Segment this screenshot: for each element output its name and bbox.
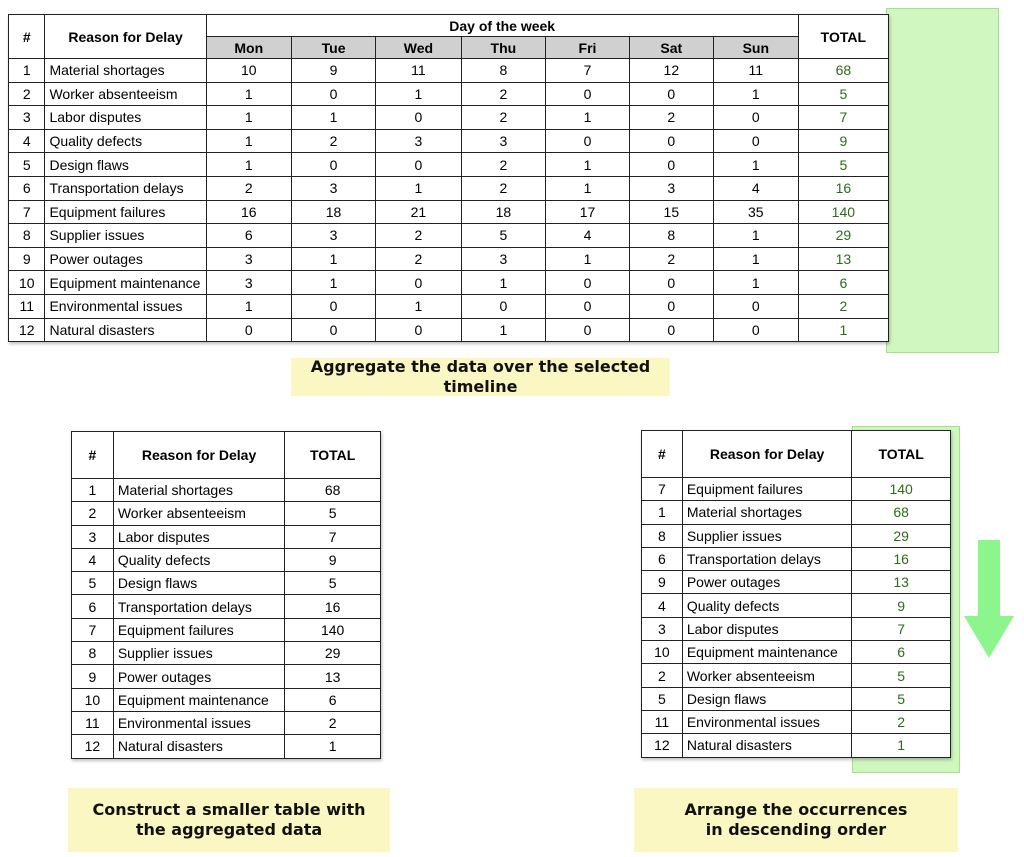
row-total: 16 <box>285 595 381 618</box>
row-total: 29 <box>852 524 951 547</box>
row-total: 1 <box>798 318 888 342</box>
row-number: 10 <box>642 641 683 664</box>
row-number: 12 <box>9 318 45 342</box>
table-row <box>72 665 381 688</box>
col-header-day: Tue <box>291 37 375 59</box>
row-day-value: 35 <box>713 200 798 224</box>
table-row <box>72 688 381 711</box>
total-column-highlight-big <box>886 8 999 353</box>
row-reason: Worker absenteeism <box>682 664 852 687</box>
row-reason: Supplier issues <box>682 524 852 547</box>
row-day-value: 0 <box>376 271 461 295</box>
row-total: 13 <box>852 571 951 594</box>
row-day-value: 1 <box>291 106 375 130</box>
row-total: 68 <box>798 59 888 83</box>
row-reason: Design flaws <box>682 687 852 710</box>
row-total: 68 <box>852 501 951 524</box>
row-day-value: 1 <box>206 106 291 130</box>
row-reason: Design flaws <box>45 153 206 177</box>
table-row <box>72 548 381 571</box>
row-reason: Equipment maintenance <box>682 641 852 664</box>
col-header-day: Fri <box>546 37 630 59</box>
row-number: 11 <box>642 710 683 733</box>
table-row <box>72 595 381 618</box>
col-header-reason: Reason for Delay <box>682 431 852 478</box>
col-header-reason: Reason for Delay <box>45 15 206 59</box>
col-header-number: # <box>9 15 45 59</box>
row-total: 6 <box>798 271 888 295</box>
table-row <box>642 501 951 524</box>
row-reason: Natural disasters <box>113 735 284 758</box>
row-total: 13 <box>285 665 381 688</box>
table-row <box>642 524 951 547</box>
row-day-value: 11 <box>713 59 798 83</box>
aggregated-table <box>71 431 381 759</box>
row-day-value: 1 <box>376 294 461 318</box>
row-number: 1 <box>72 479 114 502</box>
row-reason: Environmental issues <box>45 294 206 318</box>
row-total: 16 <box>852 547 951 570</box>
row-day-value: 0 <box>291 294 375 318</box>
row-number: 12 <box>642 734 683 757</box>
row-day-value: 1 <box>376 176 461 200</box>
row-total: 13 <box>798 247 888 271</box>
row-day-value: 2 <box>461 176 546 200</box>
row-day-value: 0 <box>291 318 375 342</box>
row-number: 11 <box>72 711 114 734</box>
row-day-value: 3 <box>206 271 291 295</box>
caption-arrange <box>634 788 958 852</box>
row-day-value: 0 <box>713 129 798 153</box>
sorted-table <box>641 430 951 758</box>
table-row <box>642 478 951 501</box>
row-number: 5 <box>9 153 45 177</box>
table-row <box>72 618 381 641</box>
table-row <box>642 687 951 710</box>
row-day-value: 3 <box>461 247 546 271</box>
row-reason: Equipment failures <box>113 618 284 641</box>
row-reason: Labor disputes <box>45 106 206 130</box>
row-total: 6 <box>285 688 381 711</box>
row-number: 9 <box>9 247 45 271</box>
row-day-value: 1 <box>546 247 630 271</box>
row-day-value: 18 <box>461 200 546 224</box>
row-number: 2 <box>642 664 683 687</box>
row-day-value: 3 <box>206 247 291 271</box>
col-header-day-group: Day of the week <box>206 15 798 37</box>
row-day-value: 0 <box>546 318 630 342</box>
row-total: 5 <box>285 502 381 525</box>
row-day-value: 11 <box>376 59 461 83</box>
row-reason: Worker absenteeism <box>113 502 284 525</box>
col-header-day: Thu <box>461 37 546 59</box>
row-number: 9 <box>72 665 114 688</box>
row-day-value: 1 <box>376 82 461 106</box>
col-header-day: Sun <box>713 37 798 59</box>
row-number: 10 <box>9 271 45 295</box>
row-total: 29 <box>798 224 888 248</box>
row-day-value: 1 <box>713 247 798 271</box>
col-header-total: TOTAL <box>798 15 888 59</box>
row-number: 3 <box>642 617 683 640</box>
row-number: 8 <box>642 524 683 547</box>
row-day-value: 1 <box>206 82 291 106</box>
row-reason: Labor disputes <box>113 525 284 548</box>
table-row <box>9 153 889 177</box>
caption-arrange-line2: in descending order <box>705 820 887 839</box>
row-reason: Quality defects <box>113 548 284 571</box>
row-day-value: 0 <box>546 294 630 318</box>
row-reason: Power outages <box>45 247 206 271</box>
table-row <box>72 642 381 665</box>
row-day-value: 1 <box>546 153 630 177</box>
table-row <box>72 479 381 502</box>
row-total: 140 <box>798 200 888 224</box>
row-day-value: 0 <box>629 294 713 318</box>
table-row <box>642 571 951 594</box>
table-row <box>72 711 381 734</box>
caption-arrange-line1: Arrange the occurrences <box>684 800 908 819</box>
table-row <box>9 200 889 224</box>
row-day-value: 1 <box>291 247 375 271</box>
row-day-value: 8 <box>461 59 546 83</box>
row-day-value: 0 <box>376 153 461 177</box>
row-reason: Material shortages <box>45 59 206 83</box>
row-day-value: 1 <box>713 153 798 177</box>
row-number: 3 <box>9 106 45 130</box>
table-row <box>642 594 951 617</box>
row-day-value: 21 <box>376 200 461 224</box>
row-number: 6 <box>642 547 683 570</box>
col-header-day: Wed <box>376 37 461 59</box>
col-header-day: Sat <box>629 37 713 59</box>
row-day-value: 0 <box>713 318 798 342</box>
row-total: 7 <box>285 525 381 548</box>
col-header-number: # <box>642 431 683 478</box>
row-day-value: 3 <box>376 129 461 153</box>
table-row <box>9 224 889 248</box>
row-total: 29 <box>285 642 381 665</box>
row-total: 140 <box>285 618 381 641</box>
row-reason: Worker absenteeism <box>45 82 206 106</box>
table-row <box>642 641 951 664</box>
table-row <box>9 271 889 295</box>
row-number: 2 <box>9 82 45 106</box>
table-row <box>642 734 951 757</box>
row-day-value: 0 <box>713 106 798 130</box>
row-day-value: 0 <box>713 294 798 318</box>
row-day-value: 8 <box>629 224 713 248</box>
caption-construct-line2: the aggregated data <box>135 820 323 839</box>
caption-aggregate-text: Aggregate the data over the selected timeline <box>310 357 651 396</box>
col-header-number: # <box>72 432 114 479</box>
row-day-value: 0 <box>376 318 461 342</box>
row-day-value: 0 <box>461 294 546 318</box>
row-day-value: 0 <box>546 271 630 295</box>
row-reason: Environmental issues <box>682 710 852 733</box>
table-row <box>9 318 889 342</box>
caption-construct-line1: Construct a smaller table with <box>92 800 366 819</box>
row-total: 7 <box>798 106 888 130</box>
table-row <box>72 525 381 548</box>
row-day-value: 16 <box>206 200 291 224</box>
row-total: 6 <box>852 641 951 664</box>
row-day-value: 0 <box>206 318 291 342</box>
row-day-value: 1 <box>206 153 291 177</box>
row-day-value: 0 <box>291 82 375 106</box>
row-day-value: 2 <box>376 247 461 271</box>
row-total: 5 <box>852 664 951 687</box>
row-total: 5 <box>798 153 888 177</box>
row-reason: Power outages <box>682 571 852 594</box>
row-day-value: 0 <box>546 129 630 153</box>
row-day-value: 2 <box>461 82 546 106</box>
col-header-reason: Reason for Delay <box>113 432 284 479</box>
row-number: 6 <box>9 176 45 200</box>
table-row <box>72 502 381 525</box>
row-reason: Labor disputes <box>682 617 852 640</box>
row-number: 7 <box>9 200 45 224</box>
row-number: 7 <box>72 618 114 641</box>
table-row <box>642 617 951 640</box>
row-reason: Equipment maintenance <box>113 688 284 711</box>
row-number: 4 <box>642 594 683 617</box>
row-total: 1 <box>852 734 951 757</box>
row-number: 12 <box>72 735 114 758</box>
row-day-value: 6 <box>206 224 291 248</box>
table-row <box>9 129 889 153</box>
row-day-value: 2 <box>461 106 546 130</box>
table-row <box>9 82 889 106</box>
table-row <box>642 710 951 733</box>
row-total: 1 <box>285 735 381 758</box>
table-row <box>642 547 951 570</box>
row-day-value: 1 <box>546 106 630 130</box>
row-day-value: 1 <box>461 318 546 342</box>
row-reason: Environmental issues <box>113 711 284 734</box>
row-number: 5 <box>72 572 114 595</box>
col-header-total: TOTAL <box>852 431 951 478</box>
row-reason: Natural disasters <box>45 318 206 342</box>
row-total: 2 <box>852 710 951 733</box>
table-row <box>9 176 889 200</box>
row-day-value: 0 <box>376 106 461 130</box>
row-day-value: 0 <box>629 82 713 106</box>
row-day-value: 17 <box>546 200 630 224</box>
row-day-value: 10 <box>206 59 291 83</box>
row-total: 16 <box>798 176 888 200</box>
row-day-value: 0 <box>629 129 713 153</box>
row-number: 1 <box>642 501 683 524</box>
row-day-value: 4 <box>546 224 630 248</box>
row-number: 4 <box>9 129 45 153</box>
row-day-value: 1 <box>291 271 375 295</box>
row-day-value: 1 <box>713 82 798 106</box>
row-day-value: 2 <box>461 153 546 177</box>
row-number: 2 <box>72 502 114 525</box>
row-day-value: 3 <box>629 176 713 200</box>
row-reason: Natural disasters <box>682 734 852 757</box>
row-reason: Equipment maintenance <box>45 271 206 295</box>
row-day-value: 18 <box>291 200 375 224</box>
row-day-value: 1 <box>206 129 291 153</box>
row-day-value: 3 <box>291 224 375 248</box>
row-day-value: 4 <box>713 176 798 200</box>
row-total: 5 <box>285 572 381 595</box>
daily-delay-table <box>8 14 889 342</box>
row-day-value: 1 <box>713 271 798 295</box>
row-day-value: 2 <box>629 247 713 271</box>
table-row <box>9 59 889 83</box>
row-day-value: 2 <box>376 224 461 248</box>
row-reason: Equipment failures <box>45 200 206 224</box>
row-number: 11 <box>9 294 45 318</box>
row-day-value: 3 <box>291 176 375 200</box>
row-total: 68 <box>285 479 381 502</box>
row-day-value: 0 <box>291 153 375 177</box>
row-reason: Supplier issues <box>45 224 206 248</box>
row-total: 7 <box>852 617 951 640</box>
row-reason: Transportation delays <box>682 547 852 570</box>
row-number: 6 <box>72 595 114 618</box>
row-number: 7 <box>642 478 683 501</box>
row-day-value: 1 <box>461 271 546 295</box>
table-row <box>642 664 951 687</box>
row-total: 5 <box>798 82 888 106</box>
row-number: 8 <box>9 224 45 248</box>
row-number: 5 <box>642 687 683 710</box>
col-header-day: Mon <box>206 37 291 59</box>
row-day-value: 0 <box>546 82 630 106</box>
row-reason: Material shortages <box>682 501 852 524</box>
row-number: 3 <box>72 525 114 548</box>
row-day-value: 0 <box>629 318 713 342</box>
row-day-value: 0 <box>629 153 713 177</box>
row-day-value: 1 <box>206 294 291 318</box>
row-reason: Material shortages <box>113 479 284 502</box>
row-reason: Equipment failures <box>682 478 852 501</box>
row-day-value: 0 <box>629 271 713 295</box>
caption-construct <box>68 788 390 852</box>
row-number: 10 <box>72 688 114 711</box>
row-reason: Quality defects <box>45 129 206 153</box>
row-number: 4 <box>72 548 114 571</box>
row-day-value: 15 <box>629 200 713 224</box>
table-row <box>9 106 889 130</box>
row-number: 9 <box>642 571 683 594</box>
table-row <box>9 294 889 318</box>
row-reason: Quality defects <box>682 594 852 617</box>
row-reason: Transportation delays <box>113 595 284 618</box>
row-total: 9 <box>285 548 381 571</box>
row-day-value: 2 <box>291 129 375 153</box>
row-day-value: 12 <box>629 59 713 83</box>
row-day-value: 9 <box>291 59 375 83</box>
row-number: 8 <box>72 642 114 665</box>
row-total: 140 <box>852 478 951 501</box>
row-day-value: 1 <box>546 176 630 200</box>
table-row <box>9 247 889 271</box>
row-day-value: 2 <box>206 176 291 200</box>
row-number: 1 <box>9 59 45 83</box>
row-reason: Transportation delays <box>45 176 206 200</box>
row-total: 9 <box>852 594 951 617</box>
row-day-value: 3 <box>461 129 546 153</box>
row-total: 9 <box>798 129 888 153</box>
row-reason: Design flaws <box>113 572 284 595</box>
table-row <box>72 735 381 758</box>
row-day-value: 5 <box>461 224 546 248</box>
arrow-down-icon <box>964 540 1014 660</box>
row-day-value: 7 <box>546 59 630 83</box>
col-header-total: TOTAL <box>285 432 381 479</box>
row-total: 2 <box>285 711 381 734</box>
table-row <box>72 572 381 595</box>
row-total: 2 <box>798 294 888 318</box>
row-reason: Supplier issues <box>113 642 284 665</box>
caption-aggregate <box>291 358 670 396</box>
row-day-value: 2 <box>629 106 713 130</box>
row-day-value: 1 <box>713 224 798 248</box>
row-reason: Power outages <box>113 665 284 688</box>
row-total: 5 <box>852 687 951 710</box>
